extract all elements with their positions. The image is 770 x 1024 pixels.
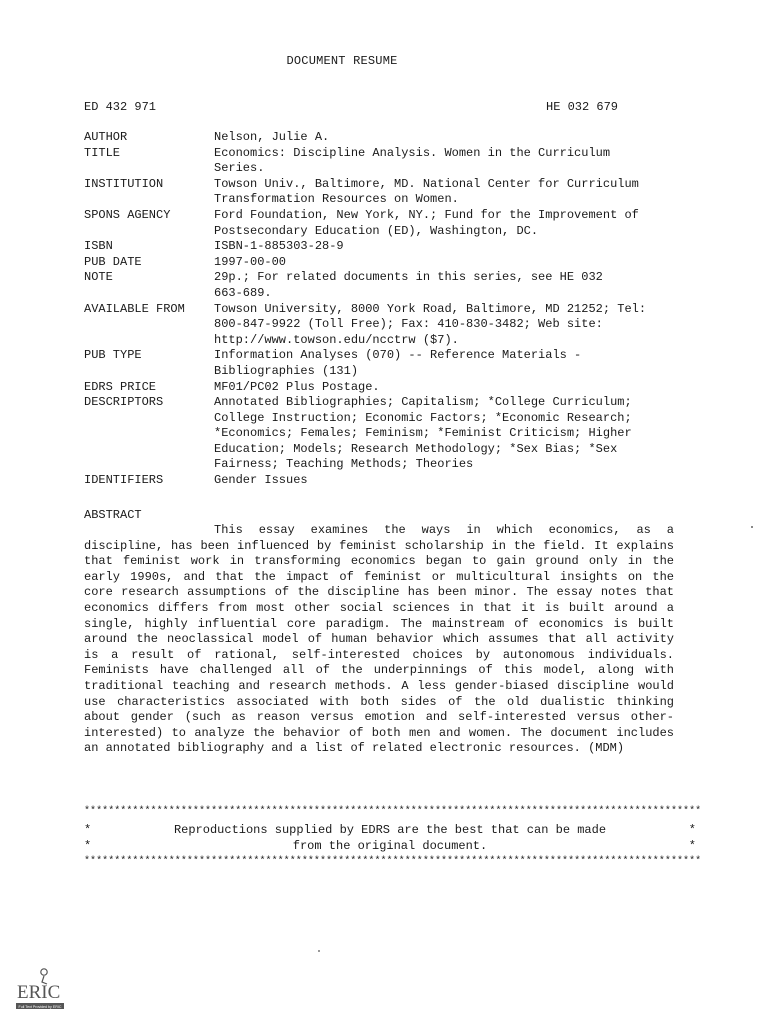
field-value [214, 146, 684, 177]
field-value [214, 348, 684, 379]
field-line: Postsecondary Education (ED), Washington, DC. [214, 223, 539, 238]
field-identifiers [84, 473, 684, 489]
field-line: Towson Univ., Baltimore, MD. National Center for Curriculum [214, 176, 639, 191]
scan-speck [318, 950, 320, 952]
field-note [84, 270, 684, 301]
field-line: 1997-00-00 [214, 254, 287, 269]
field-pub-type [84, 348, 684, 379]
logo-figure-head [41, 969, 47, 975]
field-line: Gender Issues [214, 473, 308, 488]
field-label: PUB TYPE [84, 348, 142, 363]
he-number: HE 032 679 [546, 100, 619, 114]
field-line: Transformation Resources on Women. [214, 192, 459, 207]
field-value [214, 130, 684, 146]
field-label: NOTE [84, 270, 113, 285]
field-value [214, 239, 684, 255]
field-pub-date [84, 255, 684, 271]
metadata-fields [84, 130, 684, 489]
field-descriptors [84, 395, 684, 473]
field-label: TITLE [84, 145, 121, 160]
document-title: DOCUMENT RESUME [286, 54, 398, 68]
star-left: * [84, 823, 92, 837]
field-value [214, 177, 684, 208]
field-line: Economics: Discipline Analysis. Women in the Curriculum [214, 145, 611, 160]
field-line: http://www.towson.edu/ncctrw ($7). [214, 332, 459, 347]
field-line: *Economics; Females; Feminism; *Feminist Criticism; Higher [214, 426, 632, 441]
field-line: Bibliographies (131) [214, 363, 359, 378]
field-value [214, 395, 684, 473]
ed-number: ED 432 971 [84, 100, 157, 114]
field-line: College Instruction; Economic Factors; *Economic Research; [214, 410, 632, 425]
reproduction-line-2: from the original document. [292, 839, 488, 853]
field-value [214, 302, 684, 349]
field-line: ISBN-1-885303-28-9 [214, 239, 344, 254]
star-left: * [84, 839, 92, 853]
field-title [84, 146, 684, 177]
field-label: EDRS PRICE [84, 379, 157, 394]
eric-logo [14, 966, 66, 1012]
abstract-text: This essay examines the ways in which economics, as a discipline, has been influenced by feminist scholarship in the field. It explains that feminist work in transforming economics began to gain ground only in the early 1990s, and that the impact of feminist or multicultural insights on the core research assumptions of the discipline has been minor. The essay notes that economics differs from most other social sciences in that it is built around a single, highly influential core paradigm. The mainstream of economics is built around the neoclassical model of human behavior which assumes that all activity is a result of rational, self-interested choices by autonomous individuals. Feminists have challenged all of the underpinnings of this model, along with traditional teaching and research methods. A less gender-biased discipline would use characteristics associated with both sides of the old dualistic thinking about gender (such as reason versus emotion and self-interested versus other-interested) to analyze the behavior of both men and women. The document includes an annotated bibliography and a list of related electronic resources. (MDM) [84, 523, 674, 756]
field-value [214, 255, 684, 271]
field-line: Annotated Bibliographies; Capitalism; *College Curriculum; [214, 395, 632, 410]
field-label: DESCRIPTORS [84, 395, 164, 410]
star-border-bottom: ****************************************************************************************************** [84, 856, 702, 867]
logo-text: ERIC [17, 982, 61, 1003]
logo-tagline: Full Text Provided by ERIC [18, 1004, 62, 1009]
field-isbn [84, 239, 684, 255]
field-label: PUB DATE [84, 254, 142, 269]
reproduction-notice [84, 822, 696, 854]
field-line: MF01/PC02 Plus Postage. [214, 379, 380, 394]
field-label: SPONS AGENCY [84, 207, 171, 222]
star-right: * [688, 839, 696, 853]
field-value [214, 473, 684, 489]
field-value [214, 208, 684, 239]
field-label: ISBN [84, 239, 113, 254]
field-line: Information Analyses (070) -- Reference Materials - [214, 348, 582, 363]
field-institution [84, 177, 684, 208]
field-label: AVAILABLE FROM [84, 301, 185, 316]
star-right: * [688, 823, 696, 837]
field-label: INSTITUTION [84, 176, 164, 191]
field-value [214, 270, 684, 301]
field-label: AUTHOR [84, 130, 128, 144]
field-available-from [84, 302, 684, 349]
abstract-label: ABSTRACT [84, 508, 142, 522]
field-spons-agency [84, 208, 684, 239]
field-line: Nelson, Julie A. [214, 130, 330, 144]
field-line: 663-689. [214, 285, 272, 300]
field-line: Towson University, 8000 York Road, Baltimore, MD 21252; Tel: [214, 301, 647, 316]
field-value [214, 380, 684, 396]
field-label: IDENTIFIERS [84, 473, 164, 488]
field-line: Fairness; Teaching Methods; Theories [214, 457, 474, 472]
reproduction-line-1: Reproductions supplied by EDRS are the best that can be made [173, 823, 607, 837]
scan-speck [751, 526, 753, 528]
star-border-top: ****************************************************************************************************** [84, 806, 702, 817]
field-line: 29p.; For related documents in this series, see HE 032 [214, 270, 603, 285]
field-line: Education; Models; Research Methodology; *Sex Bias; *Sex [214, 441, 618, 456]
field-line: Series. [214, 161, 265, 176]
field-line: 800-847-9922 (Toll Free); Fax: 410-830-3482; Web site: [214, 317, 603, 332]
field-author [84, 130, 684, 146]
field-line: Ford Foundation, New York, NY.; Fund for the Improvement of [214, 207, 639, 222]
field-edrs-price [84, 380, 684, 396]
